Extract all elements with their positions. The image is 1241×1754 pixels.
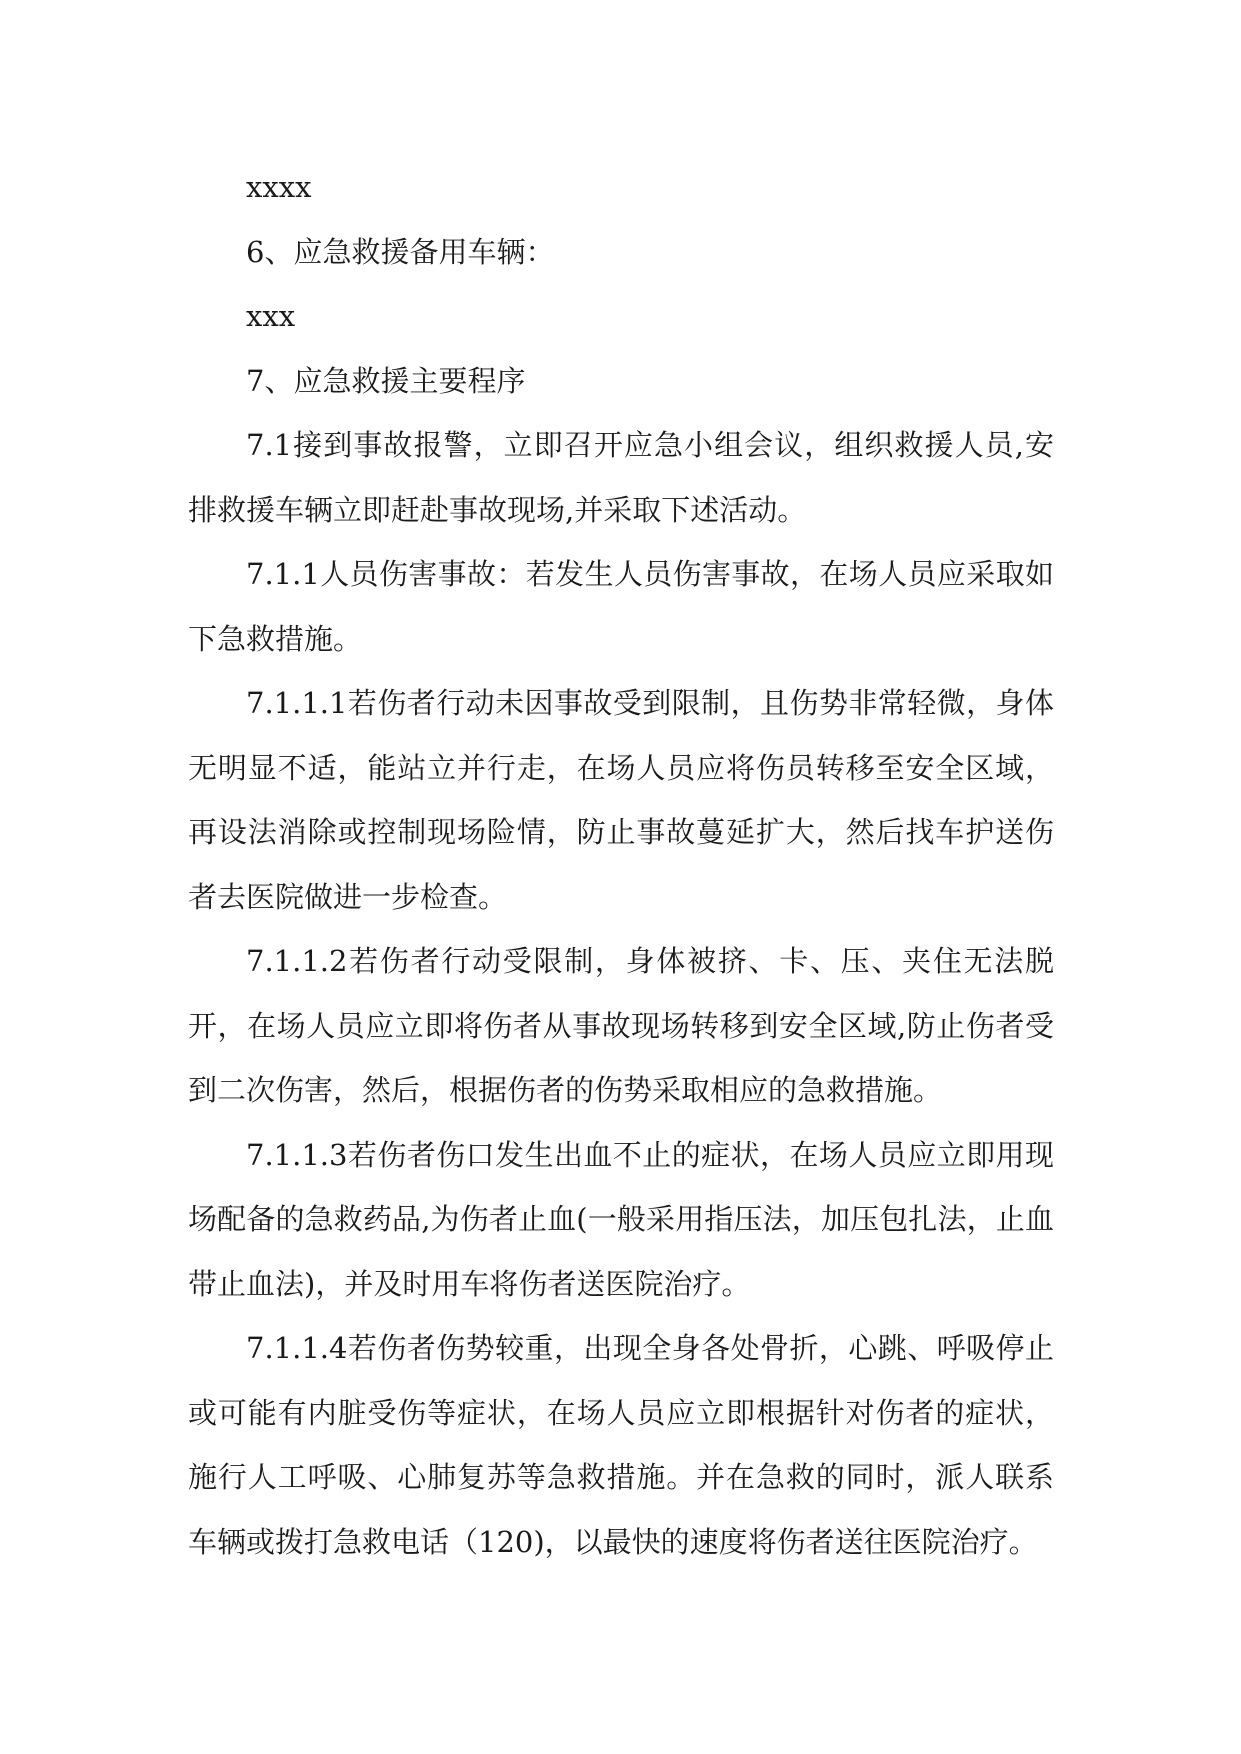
paragraph-placeholder-xxx: xxx — [246, 299, 296, 333]
paragraph-7-1: 7.1接到事故报警，立即召开应急小组会议，组织救援人员,安排救援车辆立即赶赴事故现场,并采取下述活动。 — [188, 428, 1054, 527]
heading-backup-vehicles: 6、应急救援备用车辆： — [246, 234, 555, 269]
paragraph-placeholder-xxxx: xxxx — [246, 170, 312, 204]
paragraph-7-1-1: 7.1.1人员伤害事故：若发生人员伤害事故，在场人员应采取如下急救措施。 — [188, 557, 1054, 656]
heading-rescue-procedure: 7、应急救援主要程序 — [246, 363, 526, 398]
paragraph-7-1-1-2: 7.1.1.2若伤者行动受限制，身体被挤、卡、压、夹住无法脱开，在场人员应立即将伤者从事故现场转移到安全区域,防止伤者受到二次伤害，然后，根据伤者的伤势采取相应的急救措施。 — [188, 944, 1054, 1107]
paragraph-7-1-1-1: 7.1.1.1若伤者行动未因事故受到限制，且伤势非常轻微，身体无明显不适，能站立并行走，在场人员应将伤员转移至安全区域，再设法消除或控制现场险情，防止事故蔓延扩大，然后找车护送伤者去医院做进一步检查。 — [188, 686, 1054, 914]
document-body — [188, 155, 1054, 1574]
paragraph-7-1-1-4: 7.1.1.4若伤者伤势较重，出现全身各处骨折，心跳、呼吸停止或可能有内脏受伤等症状，在场人员应立即根据针对伤者的症状，施行人工呼吸、心肺复苏等急救措施。并在急救的同时，派人联系车辆或拨打急救电话（120)，以最快的速度将伤者送往医院治疗。 — [188, 1331, 1054, 1559]
paragraph-7-1-1-3: 7.1.1.3若伤者伤口发生出血不止的症状，在场人员应立即用现场配备的急救药品,为伤者止血(一般采用指压法，加压包扎法，止血带止血法)，并及时用车将伤者送医院治疗。 — [188, 1137, 1054, 1301]
